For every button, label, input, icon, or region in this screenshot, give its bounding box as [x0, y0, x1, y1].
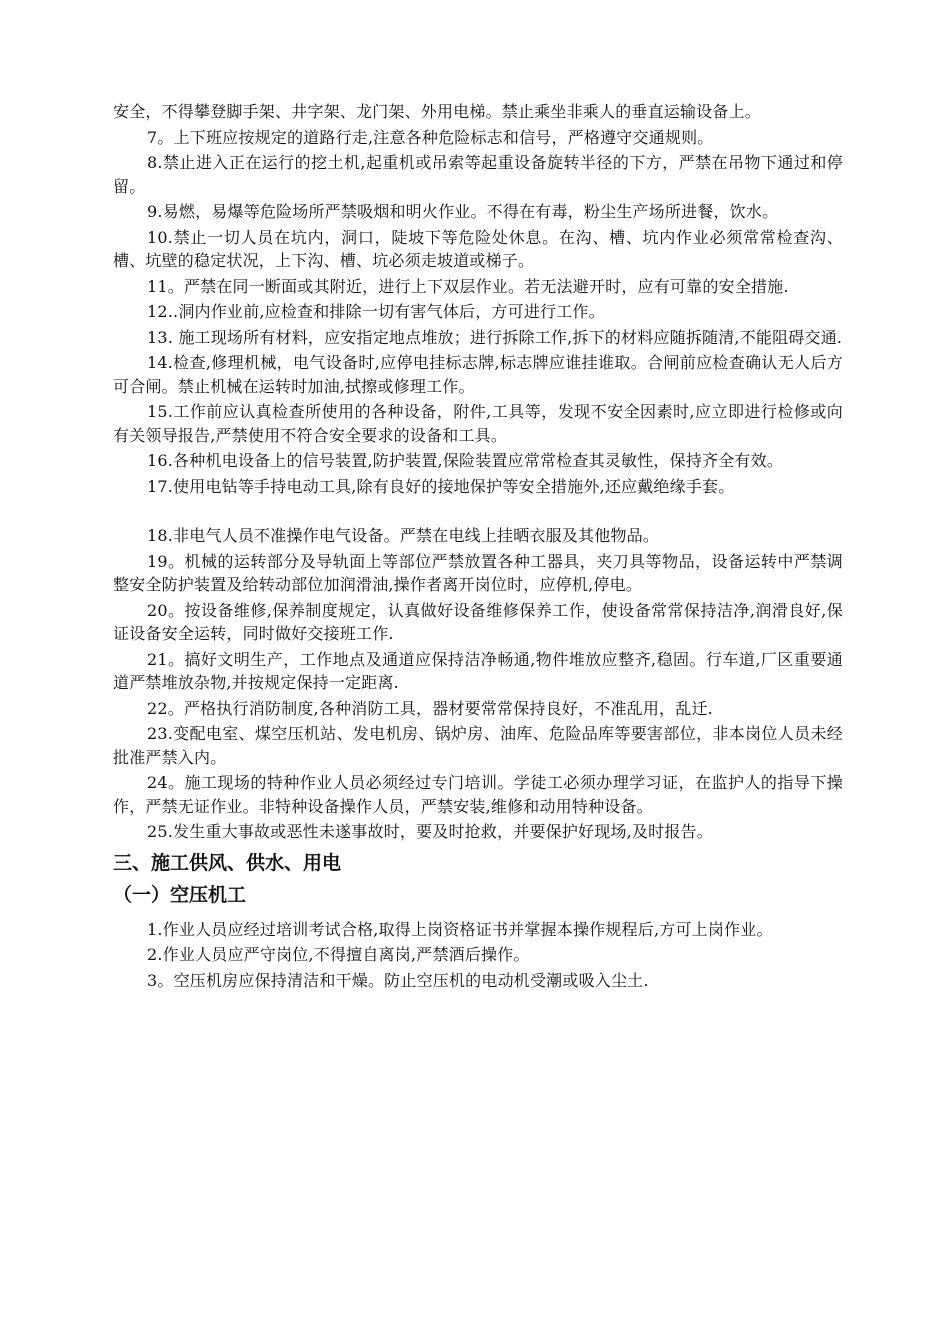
- paragraph: 18.非电气人员不准操作电气设备。严禁在电线上挂晒衣服及其他物品。: [147, 526, 660, 545]
- paragraph: 23.变配电室、煤空压机站、发电机房、锅炉房、油库、危险品库等要害部位，非本岗位人员未经批准严禁入内。: [113, 724, 843, 767]
- paragraph: 12..洞内作业前,应检查和排除一切有害气体后，方可进行工作。: [147, 302, 605, 321]
- subsection-heading: （一）空压机工: [113, 883, 247, 906]
- paragraph: 22。严格执行消防制度,各种消防工具，器材要常常保持良好，不准乱用，乱迁.: [147, 698, 713, 718]
- document-page: [113, 100, 843, 994]
- paragraph: 24。施工现场的特种作业人员必须经过专门培训。学徒工必须办理学习证，在监护人的指导下操作，严禁无证作业。非特种设备操作人员，严禁安装,维修和动用特种设备。: [113, 773, 843, 816]
- paragraph: 21。搞好文明生产，工作地点及通道应保持洁净畅通,物件堆放应整齐,稳固。行车道,厂区重要通道严禁堆放杂物,并按规定保持一定距离.: [113, 649, 843, 692]
- paragraph: 3。空压机房应保持清洁和干燥。防止空压机的电动机受潮或吸入尘土.: [147, 970, 649, 990]
- paragraph: 14.检查,修理机械，电气设备时,应停电挂标志牌,标志牌应谁挂谁取。合闸前应检查确认无人后方可合闸。禁止机械在运转时加油,拭擦或修理工作。: [113, 353, 843, 396]
- paragraph: 17.使用电钻等手持电动工具,除有良好的接地保护等安全措施外,还应戴绝缘手套。: [147, 476, 735, 496]
- paragraph: 19。机械的运转部分及导轨面上等部位严禁放置各种工器具，夹刀具等物品，设备运转中严禁调整安全防护装置及给转动部位加润滑油,操作者离开岗位时，应停机,停电。: [113, 551, 843, 594]
- paragraph: 10.禁止一切人员在坑内，洞口，陡坡下等危险处休息。在沟、槽、坑内作业必须常常检查沟、槽、坑壁的稳定状况，上下沟、槽、坑必须走坡道或梯子。: [113, 227, 843, 270]
- section-heading: 三、施工供风、供水、用电: [113, 851, 342, 874]
- paragraph: 9.易燃，易爆等危险场所严禁吸烟和明火作业。不得在有毒，粉尘生产场所进餐，饮水。: [147, 202, 779, 221]
- paragraph: 15.工作前应认真检查所使用的各种设备，附件,工具等，发现不安全因素时,应立即进行检修或向有关领导报告,严禁使用不符合安全要求的设备和工具。: [113, 402, 843, 445]
- paragraph: 11。严禁在同一断面或其附近，进行上下双层作业。若无法避开时，应有可靠的安全措施.: [147, 276, 789, 296]
- paragraph: 安全，不得攀登脚手架、井字架、龙门架、外用电梯。禁止乘坐非乘人的垂直运输设备上。: [113, 102, 762, 121]
- paragraph: 20。按设备维修,保养制度规定，认真做好设备维修保养工作，使设备常常保持洁净,润滑良好,保证设备安全运转，同时做好交接班工作.: [113, 600, 843, 643]
- paragraph: 13. 施工现场所有材料，应安指定地点堆放；进行拆除工作,拆下的材料应随拆随清,不能阻碍交通.: [147, 327, 843, 347]
- paragraph: 2.作业人员应严守岗位,不得擅自离岗,严禁酒后操作。: [147, 945, 530, 964]
- paragraph: 7。上下班应按规定的道路行走,注意各种危险标志和信号，严格遵守交通规则。: [147, 127, 714, 147]
- paragraph: 25.发生重大事故或恶性未遂事故时，要及时抢救，并要保护好现场,及时报告。: [147, 822, 713, 841]
- blank-line: [113, 500, 843, 524]
- paragraph: 8.禁止进入正在运行的挖土机,起重机或吊索等起重设备旋转半径的下方，严禁在吊物下通过和停留。: [113, 153, 843, 196]
- paragraph: 16.各种机电设备上的信号装置,防护装置,保险装置应常常检查其灵敏性，保持齐全有效。: [147, 451, 784, 470]
- paragraph: 1.作业人员应经过培训考试合格,取得上岗资格证书并掌握本操作规程后,方可上岗作业。: [147, 919, 773, 939]
